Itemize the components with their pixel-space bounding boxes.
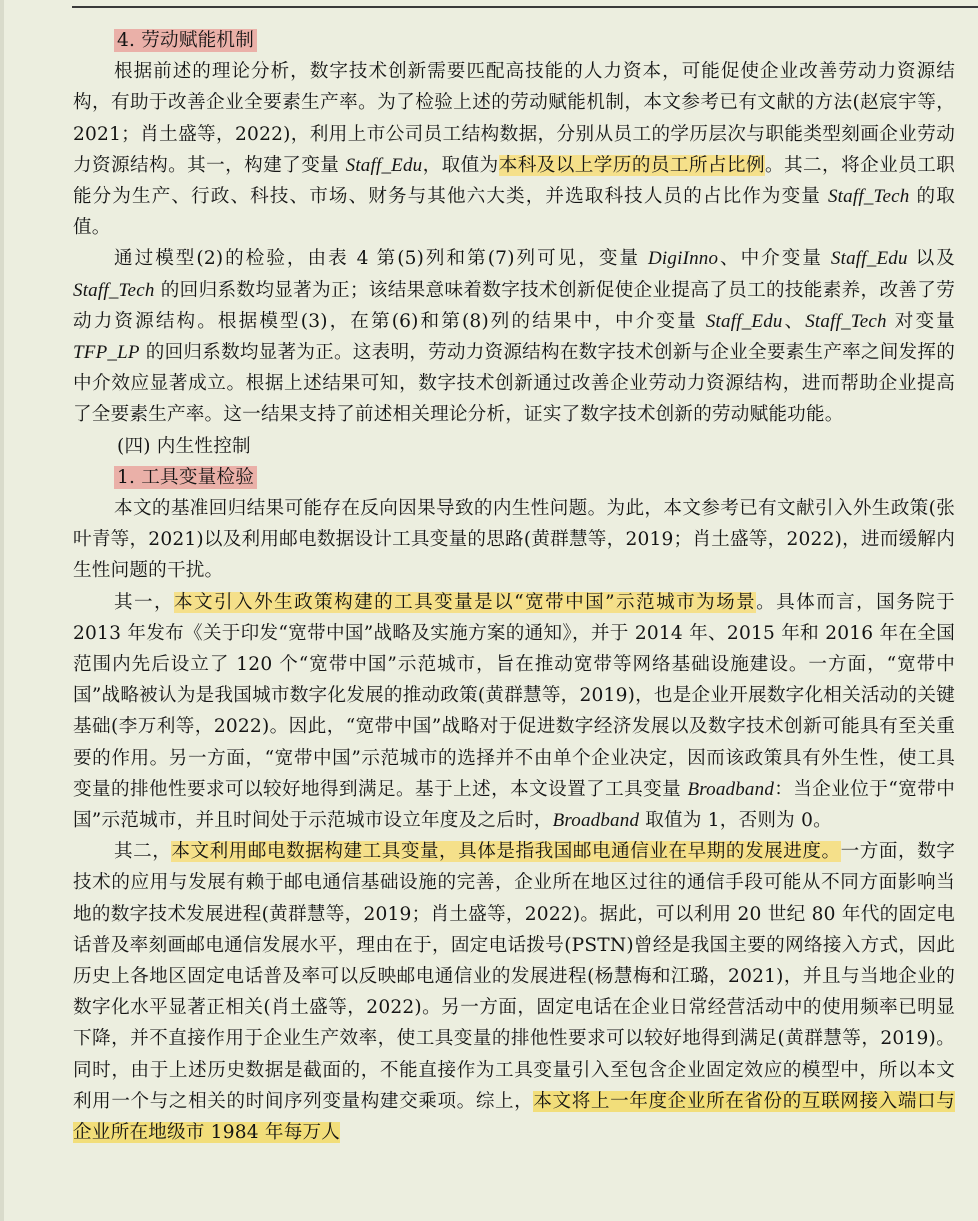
text-run: 取值为 1，否则为 0。 [639,810,832,832]
paragraph-endogeneity-intro [73,493,955,587]
text-run: 、 [782,310,806,332]
text-run: 通过模型(2)的检验，由表 4 第(5)列和第(7)列可见，变量 [114,248,648,270]
variable-digiinno: DigiInno [647,248,719,270]
section-heading-instrument-test [73,462,955,493]
text-run: ，取值为 [422,154,499,176]
text-run: 本文的基准回归结果可能存在反向因果导致的内生性问题。为此，本文参考已有文献引入外生政策(张叶青等，2021)以及利用邮电数据设计工具变量的思路(黄群慧等，2019；肖土盛等，2022)，进而缓解内生性问题的干扰。 [73,498,955,582]
text-run: 其一， [114,591,175,613]
paragraph-postal-data [73,836,955,1148]
paragraph-model-test [73,243,955,430]
variable-tfp-lp: TFP_LP [73,342,140,364]
variable-staff-edu: Staff_Edu [705,310,783,332]
text-run: 其二， [114,841,172,863]
text-run: 根据前述的理论分析，数字技术创新需要匹配高技能的人力资本，可能促使企业改善劳动力资源结构，有助于改善企业全要素生产率。为了检验上述的劳动赋能机制，本文参考已有文献的方法(赵宸宇等，2021；肖土盛等，2022)，利用上市公司员工结构数据，分别从员工的学历层次与职能类型刻画企业劳动力资源结构。其一，构建了变量 [73,61,955,176]
variable-staff-edu: Staff_Edu [345,154,423,176]
text-run: ：当企业位于“宽带中国”示范城市，并且时间处于示范城市设立年度及之后时， [73,778,955,832]
text-run: 对变量 [886,310,955,332]
text-run: 一方面，数字技术的应用与发展有赖于邮电通信基础设施的完善，企业所在地区过往的通信手段可能从不同方面影响当地的数字技术发展进程(黄群慧等，2019；肖土盛等，2022)。据此，可以利用 20 世纪 80 年代的固定电话普及率刻画邮电通信发展水平，理由在于，固定电话拨号(PSTN)曾经是我国主要的网络接入方式，因此历史上各地区固定电话普及率可以反映邮电通信业的发展进程(杨慧梅和江璐，2021)，并且与当地企业的数字化水平显著正相关(肖土盛等，2022)。另一方面，固定电话在企业日常经营活动中的使用频率已明显下降，并不直接作用于企业生产效率，使工具变量的排他性要求可以较好地得到满足(黄群慧等，2019)。同时，由于上述历史数据是截面的，不能直接作为工具变量引入至包含企业固定效应的模型中，所以本文利用一个与之相关的时间序列变量构建交乘项。综上， [73,841,955,1112]
variable-staff-tech: Staff_Tech [805,310,887,332]
text-run: 以及 [907,248,955,270]
variable-staff-tech: Staff_Tech [827,186,910,207]
text-run: 。具体而言，国务院于 2013 年发布《关于印发“宽带中国”战略及实施方案的通知》，并于 2014 年、2015 年和 2016 年在全国范围内先后设立了 120 个“宽带中国”示范城市，旨在推动宽带等网络基础设施建设。一方面，“宽带中国”战略被认为是我国城市数字化发展的推动政策(黄群慧等，2019)，也是企业开展数字化相关活动的关键基础(李万利等，2022)。因此，“宽带中国”战略对于促进数字经济发展以及数字技术创新可能具有至关重要的作用。另一方面，“宽带中国”示范城市的选择并不由单个企业决定，因而该政策具有外生性，使工具变量的排他性要求可以较好地得到满足。基于上述，本文设置了工具变量 [73,591,955,800]
variable-staff-edu: Staff_Edu [830,248,908,270]
variable-broadband: Broadband [687,778,775,800]
top-rule-divider [72,6,978,8]
paragraph-broadband-china [73,587,955,837]
heading-highlight: 1. 工具变量检验 [114,466,257,489]
highlight-yellow: 本文引入外生政策构建的工具变量是以“宽带中国”示范城市为场景 [174,591,757,613]
highlight-yellow: 本科及以上学历的员工所占比例 [498,154,765,176]
variable-staff-tech: Staff_Tech [73,279,155,301]
variable-broadband: Broadband [552,810,640,832]
text-run: 、中介变量 [718,248,831,270]
paragraph-labor-mechanism-intro [73,56,955,243]
section-heading-labor-mechanism [73,25,955,56]
section-heading-endogeneity [73,431,955,462]
page-left-edge [0,0,4,1221]
text-run: 的取值。 [73,186,955,239]
text-run: 的回归系数均显著为正。这表明，劳动力资源结构在数字技术创新与企业全要素生产率之间发挥的中介效应显著成立。根据上述结果可知，数字技术创新通过改善企业劳动力资源结构，进而帮助企业提高了全要素生产率。这一结果支持了前述相关理论分析，证实了数字技术创新的劳动赋能功能。 [73,342,955,426]
heading-text: (四) 内生性控制 [117,435,251,457]
highlight-yellow: 本文利用邮电数据构建工具变量，具体是指我国邮电通信业在早期的发展进度。 [171,841,841,863]
document-page [73,25,955,1148]
text-run: 的回归系数均显著为正；该结果意味着数字技术创新促使企业提高了员工的技能素养，改善了劳动力资源结构。根据模型(3)，在第(6)和第(8)列的结果中，中介变量 [73,279,955,332]
highlight-yellow: 本文将上一年度企业所在省份的互联网接入端口与企业所在地级市 1984 年每万人 [73,1090,955,1144]
heading-highlight: 4. 劳动赋能机制 [114,29,257,52]
text-run: 。其二，将企业员工职能分为生产、行政、科技、市场、财务与其他六大类，并选取科技人员的占比作为变量 [73,154,955,207]
